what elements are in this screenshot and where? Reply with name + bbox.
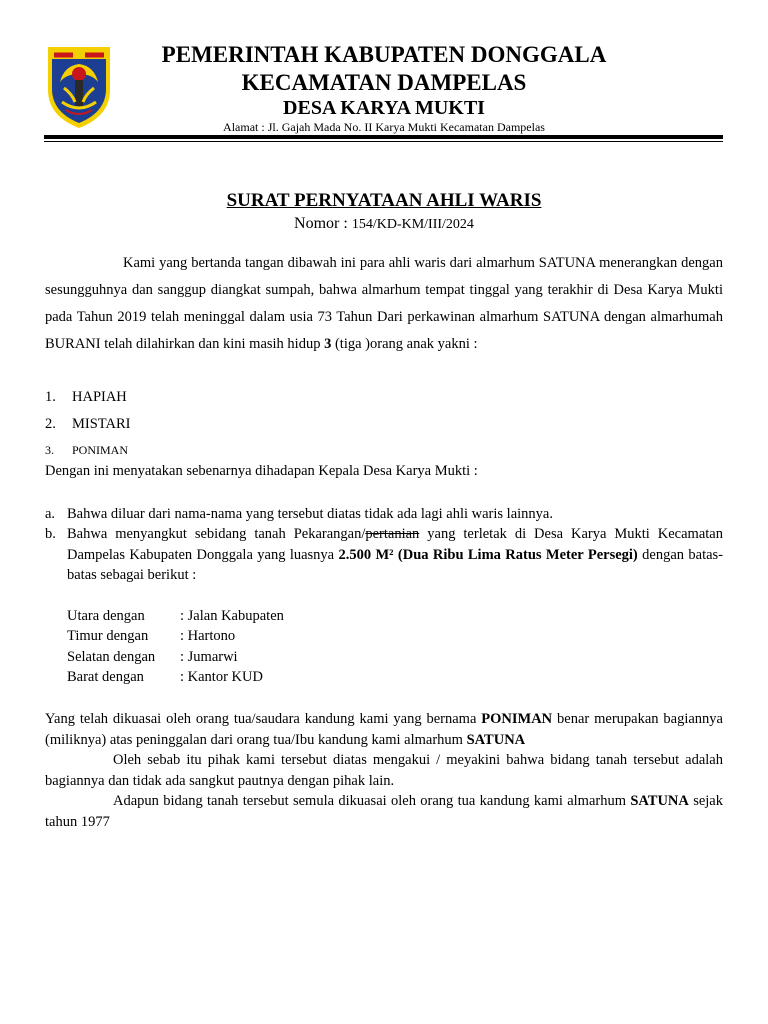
boundary-row	[67, 667, 284, 687]
closing-paragraph-3	[45, 791, 723, 832]
heir-owner-name: PONIMAN	[481, 711, 553, 727]
number-value: 154/KD-KM/III/2024	[351, 217, 474, 232]
boundary-direction: Barat dengan	[67, 669, 144, 686]
clause-marker: b.	[45, 526, 56, 542]
clause-b-text: Bahwa menyangkut sebidang tanah Pekarangan/	[67, 526, 366, 542]
boundary-row	[67, 647, 284, 667]
heir-name: MISTARI	[72, 416, 131, 432]
heir-number: 3.	[45, 443, 54, 457]
intro-paragraph	[45, 250, 723, 358]
closing-text-3: Adapun bidang tanah tersebut semula dikuasai oleh orang tua kandung kami almarhum	[113, 793, 631, 809]
land-area: 2.500 M² (Dua Ribu Lima Ratus Meter Persegi)	[338, 546, 638, 563]
clause-marker: a.	[45, 506, 56, 522]
letterhead-divider	[44, 135, 723, 139]
clause-b-text-3: dengan batas-batas sebagai berikut :	[67, 546, 723, 583]
intro-text-end: (tiga )orang anak yakni :	[331, 336, 478, 352]
regency-coat-of-arms-icon	[44, 44, 114, 130]
letterhead-village: DESA KARYA MUKTI	[283, 97, 485, 119]
letterhead-address: Alamat : Jl. Gajah Mada No. II Karya Mukti Kecamatan Dampelas	[223, 120, 545, 134]
closing-text-4: sejak tahun 1977	[45, 793, 723, 830]
clause-text	[67, 524, 723, 586]
boundary-row	[67, 626, 284, 646]
boundary-direction: Selatan dengan	[67, 648, 156, 665]
letterhead-divider-thin	[44, 141, 723, 142]
boundary-value: : Jumarwi	[180, 648, 238, 665]
heir-number: 2.	[45, 416, 56, 432]
deceased-name: SATUNA	[630, 793, 689, 809]
closing-text: Yang telah dikuasai oleh orang tua/saudara kandung kami yang bernama	[45, 711, 482, 727]
boundary-direction: Timur dengan	[67, 628, 149, 645]
heir-name: PONIMAN	[72, 443, 129, 457]
closing-text-2: benar merupakan bagiannya (miliknya) atas peninggalan dari orang tua/Ibu kandung kami almarhum	[45, 711, 723, 748]
clause-text: Bahwa diluar dari nama-nama yang tersebut diatas tidak ada lagi ahli waris lainnya.	[67, 506, 553, 522]
heir-item	[45, 440, 128, 460]
boundary-value: : Hartono	[180, 628, 236, 645]
heir-item	[45, 387, 127, 407]
deceased-name: SATUNA	[466, 731, 526, 748]
clause-b	[45, 524, 723, 586]
heir-name: HAPIAH	[72, 389, 127, 405]
heir-number: 1.	[45, 389, 56, 405]
closing-paragraph-2: Oleh sebab itu pihak kami tersebut diatas mengakui / meyakini bahwa bidang tanah tersebut adalah bagiannya dan tidak ada sangkut pautnya dengan pihak lain.	[45, 752, 723, 789]
number-label: Nomor :	[294, 215, 352, 232]
document-number	[0, 213, 768, 236]
boundaries-table	[67, 606, 284, 688]
declaration-text: Dengan ini menyatakan sebenarnya dihadapan Kepala Desa Karya Mukti :	[45, 463, 478, 479]
boundary-value: : Jalan Kabupaten	[180, 608, 284, 624]
letterhead-government: PEMERINTAH KABUPATEN DONGGALA	[161, 42, 607, 67]
closing-paragraph-1	[45, 709, 723, 750]
letterhead-district: KECAMATAN DAMPELAS	[241, 70, 527, 95]
struck-word: pertanian	[365, 526, 420, 542]
boundary-value: : Kantor KUD	[180, 669, 263, 686]
document-title: SURAT PERNYATAAN AHLI WARIS	[226, 190, 542, 211]
intro-text: Kami yang bertanda tangan dibawah ini para ahli waris dari almarhum SATUNA menerangkan dengan sesungguhnya dan sanggup diangkat sumpah, bahwa almarhum tempat tinggal yang terakhir di Desa Karya Mukti pada Tahun 2019 telah meninggal dalam usia 73 Tahun Dari perkawinan almarhum SATUNA dengan almarhumah BURANI telah dilahirkan dan kini masih hidup	[45, 255, 723, 352]
clause-a	[45, 504, 723, 525]
boundary-direction: Utara dengan	[67, 608, 145, 624]
clause-b-text-2: yang terletak di Desa Karya Mukti Kecamatan Dampelas Kabupaten Donggala yang luasnya	[67, 526, 723, 563]
heir-item	[45, 414, 130, 434]
children-count: 3	[324, 336, 332, 352]
boundary-row	[67, 606, 284, 626]
